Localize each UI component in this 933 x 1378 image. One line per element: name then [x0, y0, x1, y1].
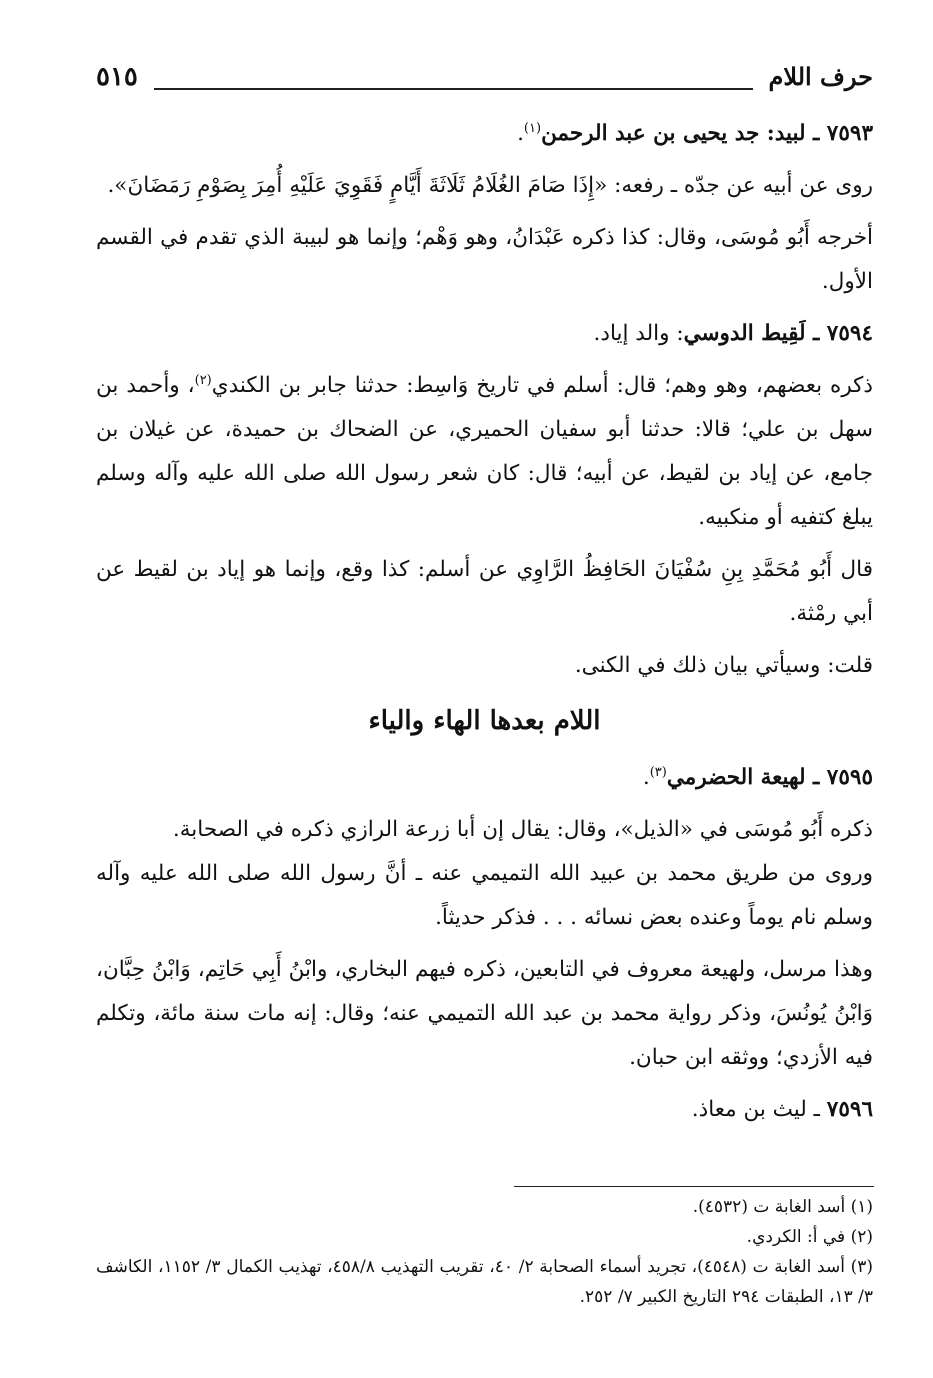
footnote-ref[interactable]: (١)	[523, 120, 542, 136]
footnote: (١) أسد الغابة ت (٤٥٣٢).	[692, 1197, 873, 1217]
footnotes	[96, 1192, 873, 1312]
page-number: ٥١٥	[96, 62, 138, 92]
paragraph: وروى من طريق محمد بن عبيد الله التميمي عنه ـ أنَّ رسول الله صلى الله عليه وآله وسلم نام يوماً وعنده بعض نسائه . . . فذكر حديثاً.	[96, 861, 873, 930]
entry-rest: ـ ليث بن معاذ.	[691, 1097, 820, 1122]
footnote: (٣) أسد الغابة ت (٤٥٤٨)، تجريد أسماء الصحابة ٢/ ٤٠، تقريب التهذيب ٤٥٨/٨، تهذيب الكمال ٣/ ١١٥٢، الكاشف ٣/ ١٣، الطبقات ٢٩٤ التاريخ الكبير ٧/ ٢٥٢.	[96, 1257, 874, 1307]
footnote: (٢) في أ: الكردي.	[746, 1227, 873, 1247]
entry-number: ٧٥٩٤	[826, 321, 873, 346]
entry-name: لبيد	[774, 121, 806, 146]
footnote-ref[interactable]: (٢)	[194, 372, 212, 388]
footnote-separator	[514, 1186, 874, 1187]
page-header	[96, 56, 873, 96]
entry-heading: ٧٥٩٤ ـ لَقِيط الدوسي: والد إياد.	[593, 321, 873, 346]
entry-rest: : والد إياد.	[593, 321, 684, 346]
entry-rest: : جد يحيى بن عبد الرحمن	[541, 121, 775, 146]
paragraph: أخرجه أَبُو مُوسَى، وقال: كذا ذكره عَبْدَانُ، وهو وَهْم؛ وإنما هو لبيبة الذي تقدم في القسم الأول.	[96, 225, 873, 294]
paragraph: ذكره أَبُو مُوسَى في «الذيل»، وقال: يقال إن أبا زرعة الرازي ذكره في الصحابة.	[172, 817, 873, 842]
section-title: اللام بعدها الهاء والياء	[368, 706, 601, 736]
header-rule	[154, 88, 753, 90]
paragraph: روى عن أبيه عن جدّه ـ رفعه: «إِذَا صَامَ الغُلَامُ ثَلَاثَةَ أَيَّامٍ فَقَوِيَ عَلَيْهِ أُمِرَ بِصَوْمِ رَمَضَانَ».	[107, 173, 873, 198]
entry-name: لَقِيط الدوسي	[683, 321, 806, 346]
entry-number: ٧٥٩٥	[826, 765, 873, 790]
entry-number: ٧٥٩٦	[826, 1097, 873, 1122]
paragraph: قلت: وسيأتي بيان ذلك في الكنى.	[574, 653, 873, 678]
entry-heading: ٧٥٩٥ ـ لهيعة الحضرمي$^{(٣)}$.	[642, 764, 873, 790]
entry-heading: ٧٥٩٣ ـ لبيد: جد يحيى بن عبد الرحمن$^{(١)}$.	[517, 120, 873, 146]
entry-number: ٧٥٩٣	[826, 121, 873, 146]
paragraph: قال أَبُو مُحَمَّدِ بِنِ سُفْيَانَ الحَافِظُ الرَّاوِي عن أسلم: كذا وقع، وإنما هو إياد بن لقيط عن أبي رمْثة.	[96, 557, 873, 626]
paragraph: وهذا مرسل، ولهيعة معروف في التابعين، ذكره فيهم البخاري، وابْنُ أَبِي حَاتِم، وَابْنُ حِبَّان، وَابْنُ يُونُسَ، وذكر رواية محمد بن عبد الله التميمي عنه؛ وقال: إنه مات سنة مائة، وتكلم فيه الأزدي؛ ووثقه ابن حبان.	[96, 957, 873, 1070]
running-title: حرف اللام	[768, 62, 873, 91]
paragraph: ذكره بعضهم، وهو وهم؛ قال: أسلم في تاريخ وَاسِط: حدثنا جابر بن الكندي$^{(٢)}$، وأحمد بن سهل بن علي؛ قالا: حدثنا أبو سفيان الحميري، عن الضحاك بن حميدة، عن غيلان بن جامع، عن إياد بن لقيط، عن أبيه؛ قال: كان شعر رسول الله صلى الله عليه وآله وسلم يبلغ كتفيه أو منكبيه.	[96, 372, 873, 530]
footnote-ref[interactable]: (٣)	[649, 764, 667, 780]
page-body	[96, 112, 873, 1140]
entry-name: لهيعة الحضرمي	[666, 765, 806, 790]
entry-heading	[96, 1088, 873, 1132]
